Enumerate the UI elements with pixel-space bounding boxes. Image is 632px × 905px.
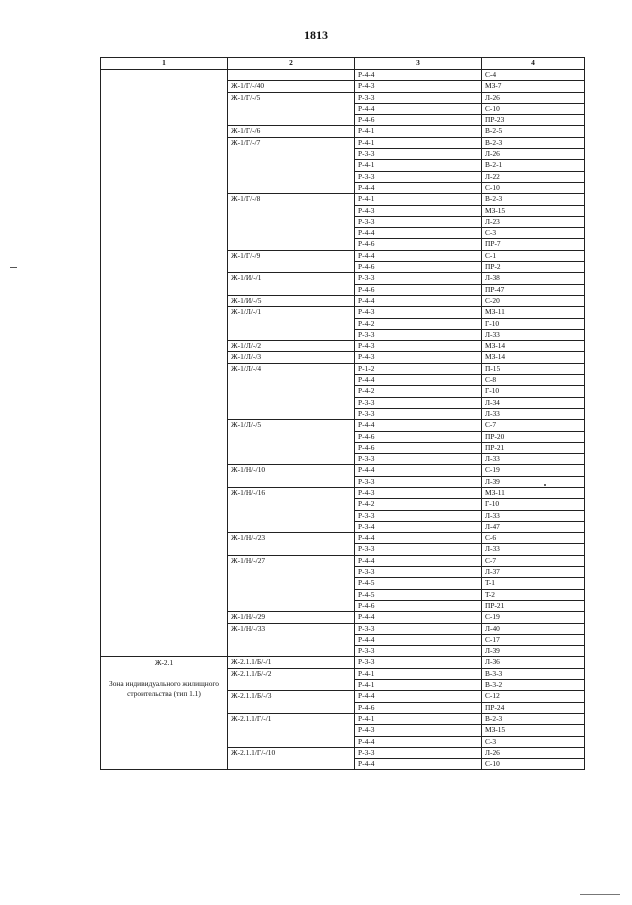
object-code: МЗ-15 bbox=[482, 725, 585, 736]
object-code: Г-10 bbox=[482, 386, 585, 397]
object-code: C-12 bbox=[482, 691, 585, 702]
subzone-code: Ж-1/Г/-/9 bbox=[228, 250, 355, 273]
object-code: Л-23 bbox=[482, 216, 585, 227]
object-code: C-10 bbox=[482, 759, 585, 770]
object-code: Л-37 bbox=[482, 567, 585, 578]
object-code: Л-33 bbox=[482, 408, 585, 419]
object-code: C-6 bbox=[482, 533, 585, 544]
table-body bbox=[101, 70, 585, 770]
regulation-code: P-4-4 bbox=[355, 103, 482, 114]
regulation-code: P-4-3 bbox=[355, 307, 482, 318]
regulation-code: P-4-4 bbox=[355, 295, 482, 306]
object-code: Л-39 bbox=[482, 646, 585, 657]
scan-mark bbox=[10, 267, 17, 268]
regulation-code: P-4-6 bbox=[355, 600, 482, 611]
object-code: ПР-2 bbox=[482, 262, 585, 273]
object-code: МЗ-11 bbox=[482, 307, 585, 318]
regulation-code: P-4-4 bbox=[355, 465, 482, 476]
regulation-code: P-3-3 bbox=[355, 273, 482, 284]
regulation-code: P-4-3 bbox=[355, 352, 482, 363]
subzone-code: Ж-2.1.1/Г/-/1 bbox=[228, 713, 355, 747]
object-code: C-19 bbox=[482, 612, 585, 623]
regulation-code: P-4-4 bbox=[355, 70, 482, 81]
zoning-table bbox=[100, 57, 585, 770]
regulation-code: P-3-3 bbox=[355, 408, 482, 419]
object-code: ПР-21 bbox=[482, 442, 585, 453]
regulation-code: P-4-1 bbox=[355, 668, 482, 679]
regulation-code: P-4-4 bbox=[355, 736, 482, 747]
object-code: ПР-23 bbox=[482, 115, 585, 126]
subzone-code: Ж-2.1.1/Б/-/3 bbox=[228, 691, 355, 714]
subzone-code: Ж-1/Н/-/10 bbox=[228, 465, 355, 488]
zone-cell bbox=[101, 70, 228, 657]
subzone-code: Ж-1/Л/-/4 bbox=[228, 363, 355, 419]
regulation-code: P-4-4 bbox=[355, 375, 482, 386]
regulation-code: P-3-3 bbox=[355, 567, 482, 578]
regulation-code: P-3-3 bbox=[355, 171, 482, 182]
regulation-code: P-3-3 bbox=[355, 216, 482, 227]
table-row bbox=[101, 657, 585, 668]
subzone-code: Ж-1/Н/-/27 bbox=[228, 555, 355, 611]
regulation-code: P-4-3 bbox=[355, 81, 482, 92]
subzone-code: Ж-1/Н/-/29 bbox=[228, 612, 355, 623]
subzone-code: Ж-1/Н/-/23 bbox=[228, 533, 355, 556]
object-code: МЗ-15 bbox=[482, 205, 585, 216]
regulation-code: P-3-3 bbox=[355, 149, 482, 160]
col-header-4: 4 bbox=[482, 58, 585, 70]
object-code: П-15 bbox=[482, 363, 585, 374]
regulation-code: P-3-3 bbox=[355, 92, 482, 103]
subzone-code: Ж-1/Л/-/5 bbox=[228, 420, 355, 465]
regulation-code: P-4-6 bbox=[355, 284, 482, 295]
subzone-code: Ж-1/Г/-/6 bbox=[228, 126, 355, 137]
regulation-code: P-4-1 bbox=[355, 126, 482, 137]
object-code: C-4 bbox=[482, 70, 585, 81]
object-code: Л-47 bbox=[482, 521, 585, 532]
object-code: Г-10 bbox=[482, 499, 585, 510]
subzone-code: Ж-1/И/-/1 bbox=[228, 273, 355, 296]
object-code: Л-26 bbox=[482, 747, 585, 758]
object-code: Л-22 bbox=[482, 171, 585, 182]
subzone-code: Ж-1/Л/-/1 bbox=[228, 307, 355, 341]
object-code: B-3-2 bbox=[482, 680, 585, 691]
object-code: T-2 bbox=[482, 589, 585, 600]
object-code: Л-36 bbox=[482, 657, 585, 668]
object-code: ПР-24 bbox=[482, 702, 585, 713]
object-code: Л-33 bbox=[482, 510, 585, 521]
object-code: Л-34 bbox=[482, 397, 585, 408]
subzone-code: Ж-1/Г/-/7 bbox=[228, 137, 355, 193]
regulation-code: P-3-3 bbox=[355, 397, 482, 408]
object-code: Л-33 bbox=[482, 454, 585, 465]
zone-name: Зона индивидуального жилищного строительства (тип 1.1) bbox=[109, 678, 219, 699]
subzone-code: Ж-1/Л/-/3 bbox=[228, 352, 355, 363]
regulation-code: P-4-4 bbox=[355, 691, 482, 702]
object-code: Л-33 bbox=[482, 544, 585, 555]
regulation-code: P-3-3 bbox=[355, 657, 482, 668]
object-code: B-2-3 bbox=[482, 194, 585, 205]
subzone-code: Ж-1/Л/-/2 bbox=[228, 341, 355, 352]
object-code: МЗ-11 bbox=[482, 487, 585, 498]
regulation-code: P-3-3 bbox=[355, 747, 482, 758]
regulation-code: P-4-4 bbox=[355, 182, 482, 193]
regulation-code: P-4-4 bbox=[355, 555, 482, 566]
object-code: B-2-5 bbox=[482, 126, 585, 137]
regulation-code: P-4-4 bbox=[355, 250, 482, 261]
object-code: ПР-47 bbox=[482, 284, 585, 295]
regulation-code: P-4-2 bbox=[355, 318, 482, 329]
object-code: C-7 bbox=[482, 420, 585, 431]
regulation-code: P-4-1 bbox=[355, 137, 482, 148]
regulation-code: P-4-3 bbox=[355, 205, 482, 216]
col-header-1: 1 bbox=[101, 58, 228, 70]
object-code: Л-33 bbox=[482, 329, 585, 340]
regulation-code: P-4-4 bbox=[355, 533, 482, 544]
object-code: МЗ-7 bbox=[482, 81, 585, 92]
object-code: Л-40 bbox=[482, 623, 585, 634]
regulation-code: P-4-2 bbox=[355, 386, 482, 397]
regulation-code: P-4-3 bbox=[355, 487, 482, 498]
col-header-3: 3 bbox=[355, 58, 482, 70]
subzone-code: Ж-1/Г/-/5 bbox=[228, 92, 355, 126]
regulation-code: P-3-3 bbox=[355, 329, 482, 340]
regulation-code: P-4-3 bbox=[355, 725, 482, 736]
regulation-code: P-4-1 bbox=[355, 160, 482, 171]
subzone-code: Ж-1/Н/-/16 bbox=[228, 487, 355, 532]
object-code: Л-26 bbox=[482, 92, 585, 103]
zone-code: Ж-2.1 bbox=[154, 658, 174, 668]
subzone-code: Ж-1/Г/-/40 bbox=[228, 81, 355, 92]
object-code: B-2-3 bbox=[482, 137, 585, 148]
regulation-code: P-4-6 bbox=[355, 239, 482, 250]
regulation-code: P-4-3 bbox=[355, 341, 482, 352]
object-code: C-8 bbox=[482, 375, 585, 386]
regulation-code: P-3-3 bbox=[355, 623, 482, 634]
subzone-code: Ж-1/Н/-/33 bbox=[228, 623, 355, 657]
regulation-code: P-3-3 bbox=[355, 476, 482, 487]
regulation-code: P-3-3 bbox=[355, 510, 482, 521]
regulation-code: P-3-4 bbox=[355, 521, 482, 532]
object-code: C-3 bbox=[482, 228, 585, 239]
object-code: B-2-1 bbox=[482, 160, 585, 171]
object-code: ПР-21 bbox=[482, 600, 585, 611]
object-code: Л-39 bbox=[482, 476, 585, 487]
regulation-code: P-3-3 bbox=[355, 646, 482, 657]
regulation-code: P-4-6 bbox=[355, 115, 482, 126]
regulation-code: P-4-4 bbox=[355, 759, 482, 770]
regulation-code: P-4-6 bbox=[355, 262, 482, 273]
object-code: Л-26 bbox=[482, 149, 585, 160]
subzone-code: Ж-2.1.1/Б/-/1 bbox=[228, 657, 355, 668]
subzone-code: Ж-1/Г/-/8 bbox=[228, 194, 355, 250]
regulation-code: P-3-3 bbox=[355, 544, 482, 555]
table-row bbox=[101, 70, 585, 81]
object-code: C-10 bbox=[482, 103, 585, 114]
object-code: B-3-3 bbox=[482, 668, 585, 679]
regulation-code: P-4-1 bbox=[355, 680, 482, 691]
object-code: Г-10 bbox=[482, 318, 585, 329]
col-header-2: 2 bbox=[228, 58, 355, 70]
object-code: C-10 bbox=[482, 182, 585, 193]
regulation-code: P-4-1 bbox=[355, 194, 482, 205]
object-code: C-20 bbox=[482, 295, 585, 306]
header-row bbox=[101, 58, 585, 70]
regulation-code: P-4-6 bbox=[355, 431, 482, 442]
object-code: ПР-20 bbox=[482, 431, 585, 442]
regulation-code: P-4-2 bbox=[355, 499, 482, 510]
object-code: B-2-3 bbox=[482, 713, 585, 724]
regulation-code: P-4-6 bbox=[355, 442, 482, 453]
object-code: ПР-7 bbox=[482, 239, 585, 250]
regulation-code: P-4-4 bbox=[355, 420, 482, 431]
regulation-code: P-4-1 bbox=[355, 713, 482, 724]
subzone-code: Ж-2.1.1/Г/-/10 bbox=[228, 747, 355, 770]
scan-mark-bottom bbox=[580, 894, 620, 895]
regulation-code: P-4-6 bbox=[355, 702, 482, 713]
regulation-code: P-4-4 bbox=[355, 634, 482, 645]
regulation-code: P-4-4 bbox=[355, 228, 482, 239]
zone-cell bbox=[101, 657, 228, 770]
object-code: C-19 bbox=[482, 465, 585, 476]
regulation-code: P-4-4 bbox=[355, 612, 482, 623]
object-code: C-17 bbox=[482, 634, 585, 645]
subzone-code: Ж-2.1.1/Б/-/2 bbox=[228, 668, 355, 691]
object-code: C-1 bbox=[482, 250, 585, 261]
object-code: C-7 bbox=[482, 555, 585, 566]
object-code: T-1 bbox=[482, 578, 585, 589]
page-number: 1813 bbox=[304, 28, 328, 42]
regulation-code: P-4-5 bbox=[355, 589, 482, 600]
regulation-code: P-3-3 bbox=[355, 454, 482, 465]
subzone-code bbox=[228, 70, 355, 81]
object-code: МЗ-14 bbox=[482, 352, 585, 363]
subzone-code: Ж-1/И/-/5 bbox=[228, 295, 355, 306]
object-code: C-3 bbox=[482, 736, 585, 747]
regulation-code: P-1-2 bbox=[355, 363, 482, 374]
object-code: МЗ-14 bbox=[482, 341, 585, 352]
object-code: Л-38 bbox=[482, 273, 585, 284]
regulation-code: P-4-5 bbox=[355, 578, 482, 589]
